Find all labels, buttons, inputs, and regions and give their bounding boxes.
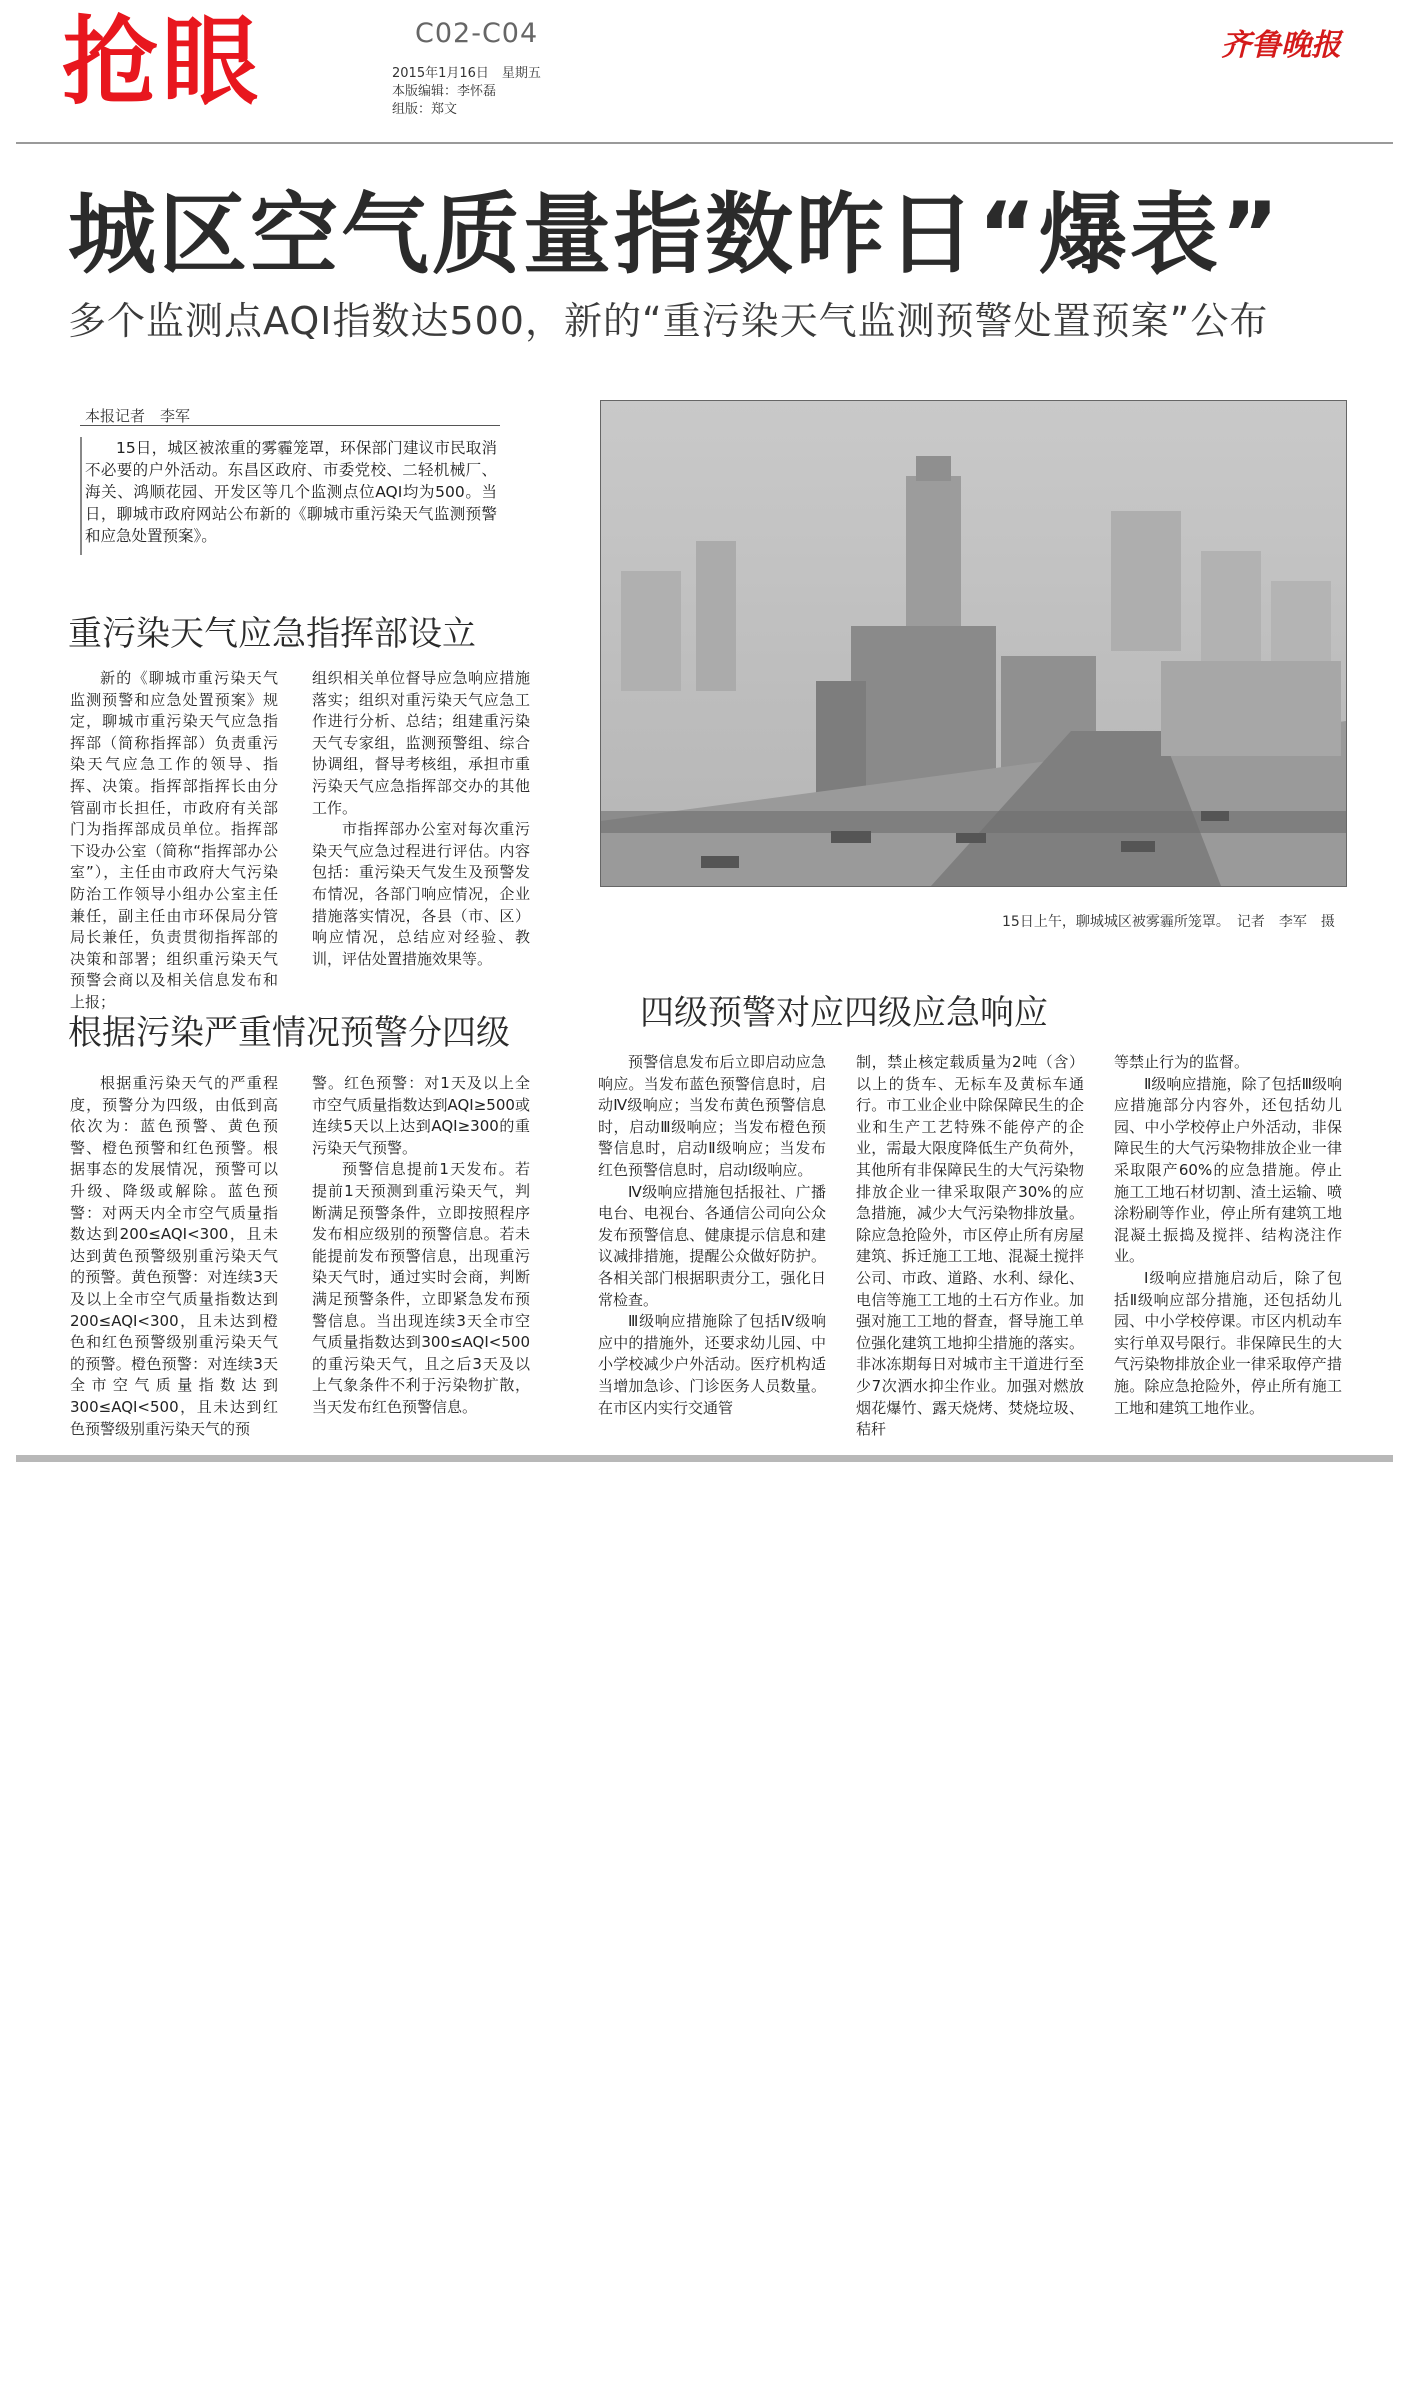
section2-column2 (312, 1073, 530, 1419)
section2-paragraph: 警。红色预警：对1天及以上全市空气质量指数达到AQI≥500或连续5天以上达到AQI≥300的重污染天气预警。 (312, 1074, 530, 1157)
section2-paragraph: 预警信息提前1天发布。若提前1天预测到重污染天气，判断满足预警条件，立即按照程序发布相应级别的预警信息。若未能提前发布预警信息，出现重污染天气时，通过实时会商，判断满足预警条件，立即紧急发布预警信息。当出现连续3天全市空气质量指数达到300≤AQI<500的重污染天气，且之后3天及以上气象条件不利于污染物扩散，当天发布红色预警信息。 (312, 1160, 530, 1416)
section-heading-command-center: 重污染天气应急指挥部设立 (68, 614, 476, 654)
lead-paragraph: 15日，城区被浓重的雾霾笼罩，环保部门建议市民取消不必要的户外活动。东昌区政府、市委党校、二轻机械厂、海关、鸿顺花园、开发区等几个监测点位AQI均为500。当日，聊城市政府网站公布新的《聊城市重污染天气监测预警和应急处置预案》。 (85, 439, 497, 545)
section-logo: 抢眼 (62, 6, 262, 118)
section3-column1 (598, 1052, 826, 1419)
section2-paragraph: 根据重污染天气的严重程度，预警分为四级，由低到高依次为：蓝色预警、黄色预警、橙色预警和红色预警。根据事态的发展情况，预警可以升级、降级或解除。蓝色预警：对两天内全市空气质量指数达到200≤AQI<300，且未达到黄色预警级别重污染天气的预警。黄色预警：对连续3天及以上全市空气质量指数达到200≤AQI<300，且未达到橙色和红色预警级别重污染天气的预警。橙色预警：对连续3天全市空气质量指数达到300≤AQI<500，且未达到红色预警级别重污染天气的预 (70, 1074, 278, 1438)
footer-divider (16, 1455, 1393, 1462)
issue-date: 2015年1月16日 星期五 (392, 66, 541, 81)
byline-divider (80, 425, 500, 426)
lead-side-bar (80, 437, 82, 555)
section3-paragraph: 预警信息发布后立即启动应急响应。当发布蓝色预警信息时，启动Ⅳ级响应；当发布黄色预警信息时，启动Ⅲ级响应；当发布橙色预警信息时，启动Ⅱ级响应；当发布红色预警信息时，启动Ⅰ级响应。 (598, 1053, 826, 1179)
byline: 本报记者 李军 (85, 407, 191, 425)
section3-paragraph: Ⅱ级响应措施，除了包括Ⅲ级响应措施部分内容外，还包括幼儿园、中小学校停止户外活动，非保障民生的大气污染物排放企业一律采取限产60%的应急措施。停止施工工地石材切割、渣土运输、喷涂粉刷等作业，停止所有建筑工地混凝土振捣及搅拌、结构浇注作业。 (1114, 1074, 1342, 1266)
section3-paragraph: Ⅳ级响应措施包括报社、广播电台、电视台、各通信公司向公众发布预警信息、健康提示信息和建议减排措施，提醒公众做好防护。各相关部门根据职责分工，强化日常检查。 (598, 1182, 826, 1309)
section3-column2 (856, 1052, 1084, 1441)
photo-caption: 15日上午，聊城城区被雾霾所笼罩。 记者 李军 摄 (1002, 914, 1335, 930)
section1-column1 (70, 668, 278, 1014)
section-heading-emergency-response: 四级预警对应四级应急响应 (640, 993, 1048, 1033)
section1-paragraph: 市指挥部办公室对每次重污染天气应急过程进行评估。内容包括：重污染天气发生及预警发布情况，各部门响应情况，企业措施落实情况，各县（市、区）响应情况，总结应对经验、教训，评估处置措施效果等。 (312, 820, 530, 968)
section3-paragraph: 制，禁止核定载质量为2吨（含）以上的货车、无标车及黄标车通行。市工业企业中除保障民生的企业和生产工艺特殊不能停产的企业，需最大限度降低生产负荷外，其他所有非保障民生的大气污染物排放企业一律采取限产30%的应急措施，减少大气污染物排放量。除应急抢险外，市区停止所有房屋建筑、拆迁施工工地、混凝土搅拌公司、市政、道路、水利、绿化、电信等施工工地的土石方作业。加强对施工工地的督查，督导施工单位强化建筑工地抑尘措施的落实。非冰冻期每日对城市主干道进行至少7次洒水抑尘作业。加强对燃放烟花爆竹、露天烧烤、焚烧垃圾、秸秆 (856, 1053, 1084, 1439)
section1-paragraph: 新的《聊城市重污染天气监测预警和应急处置预案》规定，聊城市重污染天气应急指挥部（简称指挥部）负责重污染天气应急工作的领导、指挥、决策。指挥部指挥长由分管副市长担任，市政府有关部门为指挥部成员单位。指挥部下设办公室（简称“指挥部办公室”），主任由市政府大气污染防治工作领导小组办公室主任兼任，副主任由市环保局分管局长兼任，负责贯彻指挥部的决策和部署；组织重污染天气预警会商以及相关信息发布和上报； (70, 669, 278, 1011)
section3-column3 (1114, 1052, 1342, 1419)
article-subheadline: 多个监测点AQI指数达500，新的“重污染天气监测预警处置预案”公布 (68, 299, 1269, 343)
section1-paragraph: 组织相关单位督导应急响应措施落实；组织对重污染天气应急工作进行分析、总结；组建重污染天气专家组，监测预警组、综合协调组，督导考核组，承担市重污染天气应急指挥部交办的其他工作。 (312, 669, 530, 817)
article-headline: 城区空气质量指数昨日“爆表” (68, 183, 1282, 286)
newspaper-masthead: 齐鲁晚报 (1221, 28, 1341, 63)
section3-paragraph: Ⅲ级响应措施除了包括Ⅳ级响应中的措施外，还要求幼儿园、中小学校减少户外活动。医疗机构适当增加急诊、门诊医务人员数量。在市区内实行交通管 (598, 1312, 826, 1417)
header-divider (16, 142, 1393, 144)
page-layout-credit: 组版：郑文 (392, 102, 458, 117)
section3-paragraph: Ⅰ级响应措施启动后，除了包括Ⅱ级响应部分措施，还包括幼儿园、中小学校停课。市区内机动车实行单双号限行。非保障民生的大气污染物排放企业一律采取停产措施。除应急抢险外，停止所有施工工地和建筑工地作业。 (1114, 1268, 1342, 1417)
section1-column2 (312, 668, 530, 970)
page-editor: 本版编辑：李怀磊 (392, 84, 497, 99)
smog-city-photo (600, 400, 1347, 887)
section2-column1 (70, 1073, 278, 1440)
section-heading-warning-levels: 根据污染严重情况预警分四级 (68, 1013, 510, 1053)
page-range: C02-C04 (415, 18, 539, 49)
section3-paragraph: 等禁止行为的监督。 (1114, 1053, 1250, 1071)
